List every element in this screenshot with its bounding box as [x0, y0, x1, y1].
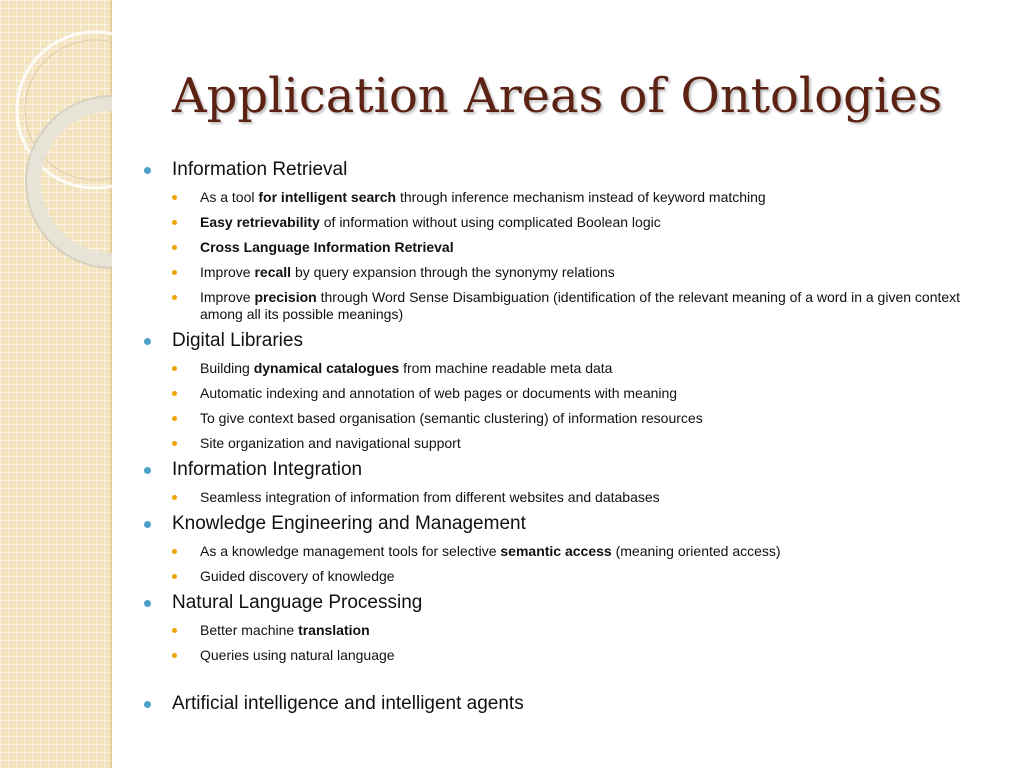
list-item: Site organization and navigational support — [140, 435, 990, 452]
list-item: Better machine translation — [140, 622, 990, 639]
list-item: Cross Language Information Retrieval — [140, 239, 990, 256]
list-item: Seamless integration of information from different websites and databases — [140, 489, 990, 506]
bullet-icon — [172, 366, 177, 371]
bullet-icon — [172, 495, 177, 500]
bullet-icon — [144, 467, 151, 474]
list-item: Easy retrievability of information without using complicated Boolean logic — [140, 214, 990, 231]
bullet-icon — [172, 195, 177, 200]
decorative-circles-graphic — [0, 0, 112, 768]
bullet-icon — [144, 521, 151, 528]
list-item: Queries using natural language — [140, 647, 990, 664]
bullet-icon — [144, 167, 151, 174]
bullet-icon — [172, 295, 177, 300]
bullet-icon — [172, 270, 177, 275]
bullet-icon — [172, 628, 177, 633]
bullet-icon — [172, 416, 177, 421]
slide-title: Application Areas of Ontologies — [172, 68, 943, 124]
section-heading-digital-libraries: Digital Libraries — [140, 329, 990, 353]
list-item: Building dynamical catalogues from machine readable meta data — [140, 360, 990, 377]
bullet-icon — [172, 245, 177, 250]
list-item: To give context based organisation (semantic clustering) of information resources — [140, 410, 990, 427]
section-heading-artificial-intelligence: Artificial intelligence and intelligent agents — [140, 692, 990, 716]
bullet-list — [140, 152, 990, 716]
section-heading-information-retrieval: Information Retrieval — [140, 158, 990, 182]
bullet-icon — [172, 391, 177, 396]
bullet-icon — [172, 574, 177, 579]
decorative-side-panel — [0, 0, 112, 768]
bullet-icon — [144, 701, 151, 708]
bullet-icon — [144, 600, 151, 607]
list-item: Automatic indexing and annotation of web pages or documents with meaning — [140, 385, 990, 402]
bullet-icon — [172, 653, 177, 658]
section-heading-information-integration: Information Integration — [140, 458, 990, 482]
bullet-icon — [172, 441, 177, 446]
list-item: As a tool for intelligent search through inference mechanism instead of keyword matching — [140, 189, 990, 206]
bullet-icon — [172, 220, 177, 225]
bullet-icon — [172, 549, 177, 554]
list-item: Improve recall by query expansion through the synonymy relations — [140, 264, 990, 281]
section-heading-knowledge-engineering: Knowledge Engineering and Management — [140, 512, 990, 536]
list-item: Improve precision through Word Sense Disambiguation (identification of the relevant meaning of a word in a given context among all its possible meanings) — [140, 289, 990, 323]
section-heading-natural-language-processing: Natural Language Processing — [140, 591, 990, 615]
list-item: Guided discovery of knowledge — [140, 568, 990, 585]
bullet-icon — [144, 338, 151, 345]
list-item: As a knowledge management tools for selective semantic access (meaning oriented access) — [140, 543, 990, 560]
